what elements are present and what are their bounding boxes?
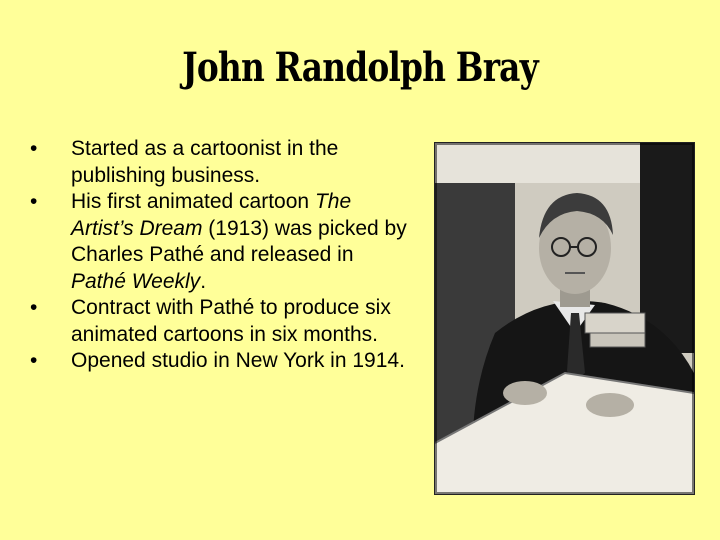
bullet-item	[30, 348, 410, 375]
bullet-text: (1913) was picked by Charles Pathé and released in	[71, 216, 407, 266]
portrait-photo	[434, 142, 695, 495]
bullet-item	[30, 189, 410, 295]
bullet-text: .	[200, 269, 207, 293]
bullet-text: Opened studio in New York in 1914.	[71, 349, 405, 372]
bullet-text: Started as a cartoonist in the publishing business.	[71, 137, 339, 187]
bullet-glyph: •	[30, 349, 38, 372]
bullet-text: Contract with Pathé to produce six animated cartoons in six months.	[71, 296, 391, 346]
bullet-glyph: •	[30, 190, 38, 213]
bullet-list	[30, 136, 410, 375]
bullet-text: His first animated cartoon	[71, 190, 315, 213]
bullet-title-italic: The Artist’s Dream	[71, 190, 352, 240]
bullet-title-italic: Pathé Weekly	[71, 269, 201, 293]
bullet-item	[30, 295, 410, 348]
slide-title: John Randolph Bray	[182, 44, 538, 91]
bullet-item	[30, 136, 410, 189]
bullet-glyph: •	[30, 296, 38, 319]
bullet-glyph: •	[30, 137, 38, 160]
